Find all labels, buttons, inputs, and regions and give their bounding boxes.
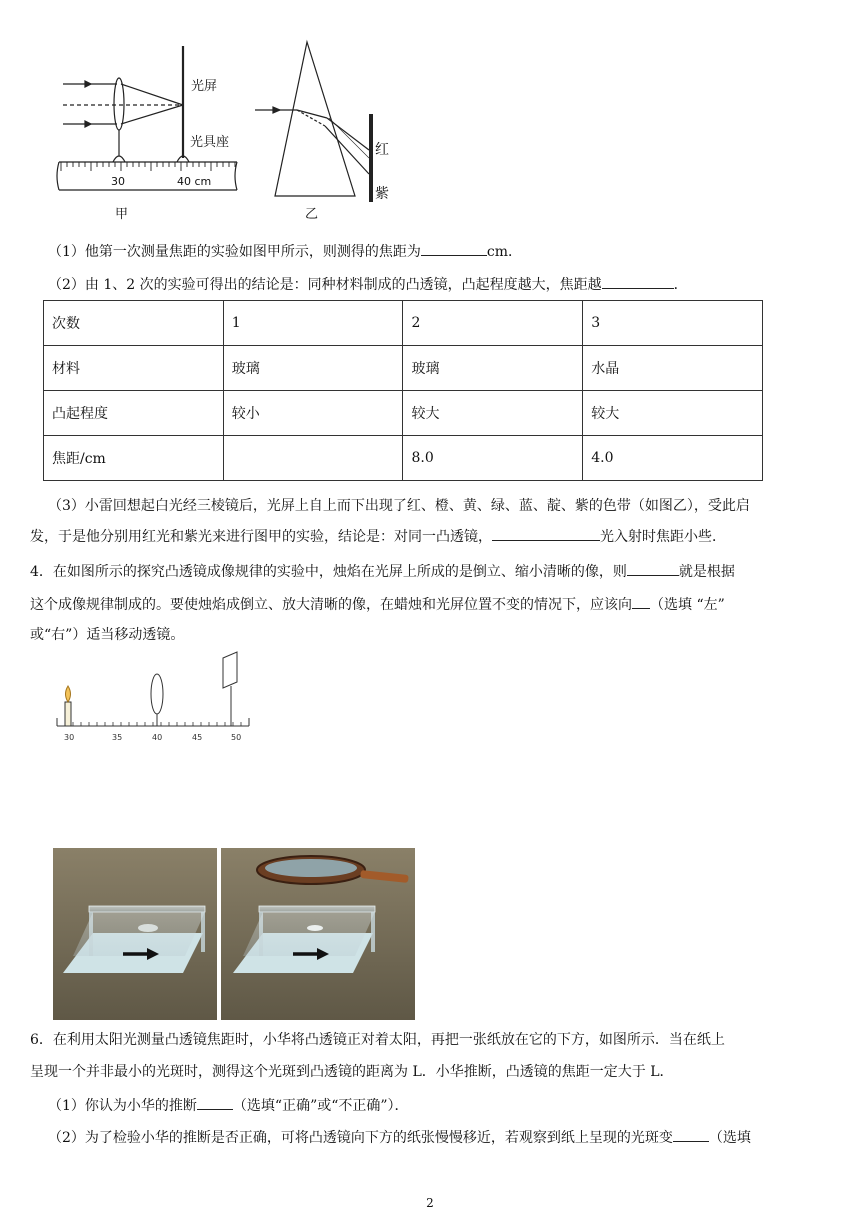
magnifier-photo xyxy=(53,848,415,1020)
question-4-line-3: 或“右”）适当移动透镜。 xyxy=(30,627,185,643)
page-number: 2 xyxy=(426,1196,434,1210)
answer-blank-q1[interactable] xyxy=(421,240,487,256)
bench-tick-45: 45 xyxy=(192,733,203,742)
table-cell: 较大 xyxy=(403,391,583,436)
answer-blank-q4-direction[interactable] xyxy=(632,593,650,609)
question-6-part-1-text-b: （选填“正确”或“不正确”）． xyxy=(232,1098,409,1114)
question-6-part-1 xyxy=(48,1094,409,1116)
table-cell: 材料 xyxy=(44,346,224,391)
table-row xyxy=(44,391,763,436)
purple-label: 紫 xyxy=(375,186,389,202)
table-cell: 水晶 xyxy=(583,346,763,391)
question-4-text-d: （选填 “左” xyxy=(650,597,725,613)
table-cell: 较大 xyxy=(583,391,763,436)
table-cell: 次数 xyxy=(44,301,224,346)
bench-tick-30: 30 xyxy=(64,733,75,742)
answer-blank-q4-device[interactable] xyxy=(627,560,679,576)
question-4-text-a: 4．在如图所示的探究凸透镜成像规律的实验中，烛焰在光屏上所成的是倒立、缩小清晰的像，则 xyxy=(30,564,627,580)
answer-blank-q6-2[interactable] xyxy=(673,1126,709,1142)
question-3-line-2 xyxy=(30,525,726,547)
question-4-line-1 xyxy=(30,560,735,582)
table-cell: 较小 xyxy=(223,391,403,436)
question-1-text: （1）他第一次测量焦距的实验如图甲所示，则测得的焦距为 xyxy=(48,244,421,260)
question-6-part-2-text-a: （2）为了检验小华的推断是否正确，可将凸透镜向下方的纸张慢慢移近，若观察到纸上呈现的光斑变 xyxy=(48,1130,673,1146)
figure-caption-jia: 甲 xyxy=(115,207,129,222)
table-row xyxy=(44,346,763,391)
question-3-text-a: 发，于是他分别用红光和紫光来进行图甲的实验，结论是：对同一凸透镜， xyxy=(30,529,492,545)
question-1 xyxy=(48,240,522,262)
bench-tick-35: 35 xyxy=(112,733,123,742)
question-3-text-b: 光入射时焦距小些． xyxy=(600,529,726,545)
bench-tick-40: 40 xyxy=(152,733,163,742)
bench-tick-50: 50 xyxy=(231,733,242,742)
question-4-line-2 xyxy=(30,593,725,615)
figure-caption-yi: 乙 xyxy=(305,207,319,222)
optical-bench-figure xyxy=(55,650,255,750)
question-6-part-1-text-a: （1）你认为小华的推断 xyxy=(48,1098,197,1114)
figure-jia xyxy=(55,38,245,228)
table-cell xyxy=(223,436,403,481)
optical-bench-label: 光具座 xyxy=(190,135,230,150)
red-label: 红 xyxy=(375,142,389,158)
table-cell: 4.0 xyxy=(583,436,763,481)
question-2-text: （2）由 1、2 次的实验可得出的结论是：同种材料制成的凸透镜，凸起程度越大，焦距越 xyxy=(48,277,602,293)
question-2 xyxy=(48,273,688,295)
lens-data-table xyxy=(43,300,763,481)
tick-label-40: 40 cm xyxy=(177,175,212,188)
table-cell: 1 xyxy=(223,301,403,346)
question-6-part-2 xyxy=(48,1126,751,1148)
figure-yi xyxy=(255,38,405,228)
question-3-line-1: （3）小雷回想起白光经三棱镜后，光屏上自上而下出现了红、橙、黄、绿、蓝、靛、紫的色带（如图乙），受此启 xyxy=(48,498,750,514)
question-4-text-b: 就是根据 xyxy=(678,564,735,580)
answer-blank-q3[interactable] xyxy=(492,525,600,541)
question-4-text-c: 这个成像规律制成的。要使烛焰成倒立、放大清晰的像，在蜡烛和光屏位置不变的情况下，应该向 xyxy=(30,597,632,613)
screen-label: 光屏 xyxy=(191,79,218,94)
answer-blank-q6-1[interactable] xyxy=(197,1094,233,1110)
table-cell: 凸起程度 xyxy=(44,391,224,436)
table-row xyxy=(44,301,763,346)
question-6-line-2: 呈现一个并非最小的光斑时，测得这个光斑到凸透镜的距离为 L．小华推断，凸透镜的焦距一定大于 L． xyxy=(30,1064,674,1080)
answer-blank-q2[interactable] xyxy=(602,273,674,289)
question-2-end: ． xyxy=(673,277,688,293)
table-cell: 玻璃 xyxy=(223,346,403,391)
table-cell: 3 xyxy=(583,301,763,346)
table-cell: 8.0 xyxy=(403,436,583,481)
table-cell: 玻璃 xyxy=(403,346,583,391)
question-1-unit: cm． xyxy=(486,244,523,260)
question-6-line-1: 6．在利用太阳光测量凸透镜焦距时，小华将凸透镜正对着太阳，再把一张纸放在它的下方，如图所示．当在纸上 xyxy=(30,1032,725,1048)
table-cell: 焦距/cm xyxy=(44,436,224,481)
question-6-part-2-text-b: （选填 xyxy=(708,1130,751,1146)
table-cell: 2 xyxy=(403,301,583,346)
table-row xyxy=(44,436,763,481)
tick-label-30: 30 xyxy=(111,175,125,188)
